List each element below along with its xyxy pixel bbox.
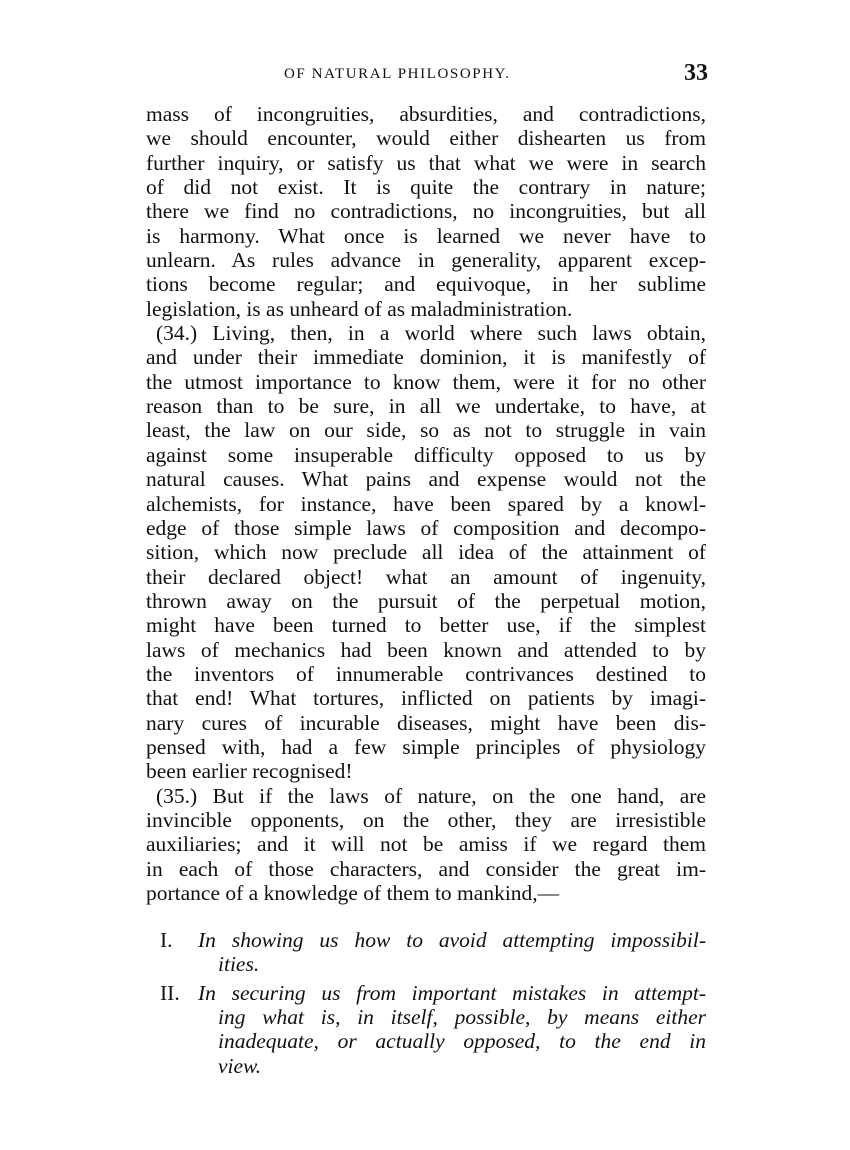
text-line: ing what is, in itself, possible, by means either — [218, 1005, 706, 1030]
text-line: pensed with, had a few simple principles of physiology — [146, 734, 706, 759]
text-line: further inquiry, or satisfy us that what we were in search — [146, 150, 706, 175]
list-item — [146, 928, 706, 977]
text-line: mass of incongruities, absurdities, and contradictions, — [146, 102, 706, 126]
paragraph-start-34: (34.) Living, then, in a world where such laws obtain, — [156, 321, 706, 346]
text-line: ities. — [218, 952, 260, 977]
text-line: against some insuperable difficulty opposed to us by — [146, 442, 706, 467]
list-item-text — [198, 981, 706, 1078]
text-line: least, the law on our side, so as not to struggle in vain — [146, 418, 706, 443]
text-line: is harmony. What once is learned we never have to — [146, 223, 706, 248]
text-line: that end! What tortures, inflicted on patients by imagi- — [146, 686, 706, 711]
text-line: the utmost importance to know them, were it for no other — [146, 369, 706, 394]
text-line: tions become regular; and equivoque, in her sublime — [146, 272, 706, 297]
text-line: nary cures of incurable diseases, might have been dis- — [146, 710, 706, 735]
list-item — [146, 981, 706, 1078]
enumerated-list — [146, 928, 706, 1082]
text-line: and under their immediate dominion, it is manifestly of — [146, 345, 706, 370]
text-line: reason than to be sure, in all we undertake, to have, at — [146, 394, 706, 419]
paragraph-start-35: (35.) But if the laws of nature, on the one hand, are — [156, 783, 706, 808]
text-line: alchemists, for instance, have been spared by a knowl- — [146, 491, 706, 516]
text-line: legislation, is as unheard of as maladministration. — [146, 296, 573, 321]
running-head: OF NATURAL PHILOSOPHY. — [284, 66, 511, 82]
text-line: the inventors of innumerable contrivances destined to — [146, 661, 706, 686]
text-line: view. — [218, 1053, 262, 1078]
text-line: edge of those simple laws of composition and decompo- — [146, 515, 706, 540]
text-line: been earlier recognised! — [146, 759, 353, 784]
text-line: inadequate, or actually opposed, to the end in — [218, 1029, 706, 1054]
list-item-text — [198, 928, 706, 977]
page-number: 33 — [684, 60, 708, 86]
text-line: their declared object! what an amount of ingenuity, — [146, 564, 706, 589]
text-line: portance of a knowledge of them to mankind,— — [146, 881, 560, 905]
text-line: In securing us from important mistakes in attempt- — [198, 980, 706, 1005]
text-line: of did not exist. It is quite the contrary in nature; — [146, 175, 706, 200]
text-line: in each of those characters, and consider the great im- — [146, 856, 706, 881]
text-line: we should encounter, would either dishearten us from — [146, 126, 706, 151]
list-numeral: II. — [160, 980, 180, 1005]
body-text — [146, 102, 706, 905]
text-line: unlearn. As rules advance in generality, apparent excep- — [146, 248, 706, 273]
text-line: thrown away on the pursuit of the perpetual motion, — [146, 588, 706, 613]
text-line: In showing us how to avoid attempting impossibil- — [198, 928, 706, 952]
text-line: natural causes. What pains and expense would not the — [146, 467, 706, 492]
text-line: invincible opponents, on the other, they are irresistible — [146, 807, 706, 832]
text-line: auxiliaries; and it will not be amiss if we regard them — [146, 832, 706, 857]
text-line: might have been turned to better use, if the simplest — [146, 613, 706, 638]
list-numeral: I. — [160, 928, 173, 952]
text-line: laws of mechanics had been known and attended to by — [146, 637, 706, 662]
text-line: there we find no contradictions, no incongruities, but all — [146, 199, 706, 224]
text-line: sition, which now preclude all idea of the attainment of — [146, 540, 706, 565]
page-header — [146, 60, 706, 90]
